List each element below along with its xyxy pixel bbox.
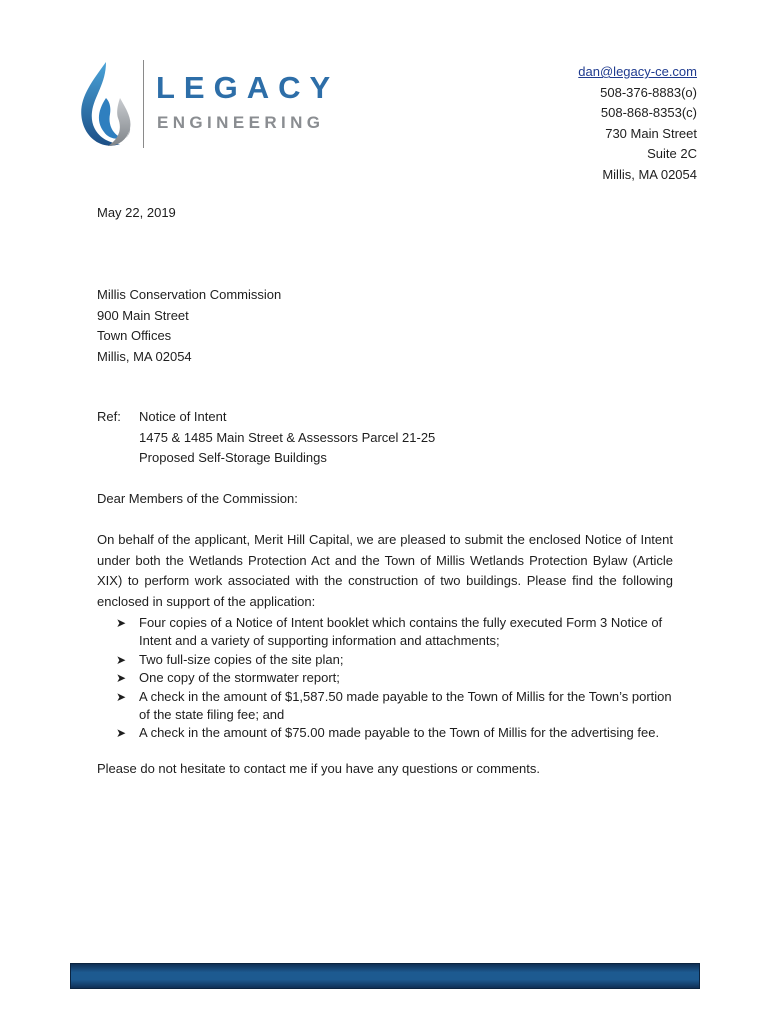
arrowhead-bullet-icon: ➤	[116, 726, 127, 740]
ref-label: Ref:	[97, 409, 121, 424]
list-item	[116, 651, 676, 669]
arrowhead-bullet-icon: ➤	[116, 616, 127, 630]
footer-bar	[70, 963, 700, 989]
list-item	[116, 669, 676, 687]
contact-phone-office: 508-376-8883(o)	[600, 84, 697, 100]
salutation: Dear Members of the Commission:	[97, 491, 298, 506]
list-item-text: Four copies of a Notice of Intent booklet which contains the fully executed Form 3 Notice of Intent and a variety of supporting information and attachments;	[139, 615, 663, 648]
recipient-line: Millis, MA 02054	[97, 348, 192, 364]
body-paragraph: On behalf of the applicant, Merit Hill Capital, we are pleased to submit the enclosed Notice of Intent under both the Wetlands Protection Act and the Town of Millis Wetlands Protection Bylaw (Article XIX) to perform work associated with the construction of two buildings. Please find the following enclosed in support of the application:	[97, 532, 673, 610]
contact-city: Millis, MA 02054	[602, 166, 697, 182]
enclosures-list	[116, 614, 676, 743]
list-item-text: A check in the amount of $75.00 made payable to the Town of Millis for the advertising fee.	[139, 725, 660, 740]
contact-phone-cell: 508-868-8353(c)	[600, 105, 697, 120]
list-item	[116, 688, 676, 724]
ref-line: Proposed Self-Storage Buildings	[139, 450, 327, 465]
list-item-text: Two full-size copies of the site plan;	[139, 651, 344, 667]
ref-subject	[139, 407, 435, 469]
list-item-text: One copy of the stormwater report;	[139, 670, 340, 685]
list-item	[116, 724, 676, 742]
water-flame-icon	[76, 58, 140, 150]
recipient-line: 900 Main Street	[97, 307, 189, 323]
list-item-text: A check in the amount of $1,587.50 made payable to the Town of Millis for the Town’s portion of the state filing fee; and	[139, 688, 672, 722]
logo-wordmark-engineering: ENGINEERING	[157, 113, 325, 132]
letter-date: May 22, 2019	[97, 205, 176, 220]
recipient-line: Millis Conservation Commission	[97, 287, 282, 302]
contact-street: 730 Main Street	[605, 125, 697, 141]
ref-line: 1475 & 1485 Main Street & Assessors Parcel 21-25	[139, 429, 436, 445]
logo-wordmark-legacy: LEGACY	[156, 70, 340, 105]
contact-block	[578, 62, 697, 185]
arrowhead-bullet-icon: ➤	[116, 652, 127, 667]
legacy-engineering-logo	[76, 58, 346, 150]
list-item	[116, 614, 676, 650]
contact-email-link[interactable]: dan@legacy-ce.com	[578, 64, 697, 79]
recipient-line: Town Offices	[97, 328, 172, 343]
logo-divider	[143, 60, 144, 148]
arrowhead-bullet-icon: ➤	[116, 671, 127, 685]
ref-line: Notice of Intent	[139, 409, 227, 424]
closing-sentence: Please do not hesitate to contact me if you have any questions or comments.	[97, 761, 540, 776]
recipient-address	[97, 285, 281, 367]
contact-suite: Suite 2C	[647, 146, 697, 161]
arrowhead-bullet-icon: ➤	[116, 689, 127, 704]
